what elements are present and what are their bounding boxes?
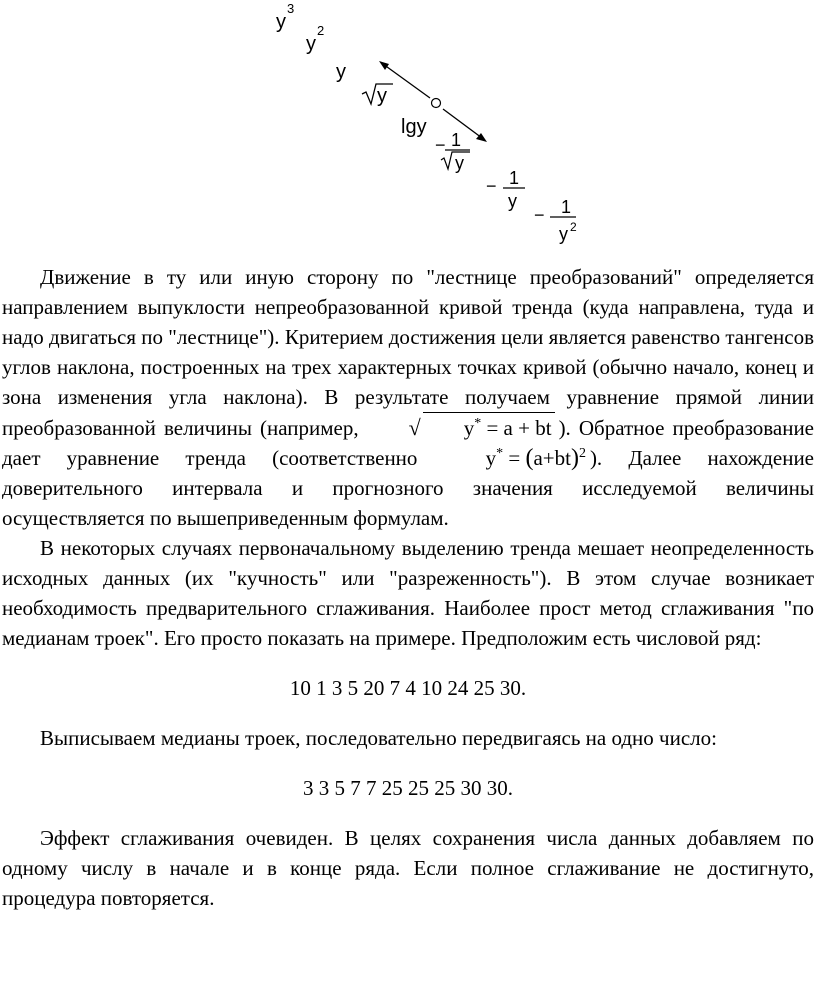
number-series-smoothed: 3 3 5 7 7 25 25 25 30 30.: [303, 776, 513, 800]
paragraph-medians: Выписываем медианы троек, последовательно передвигаясь на одно число:: [40, 726, 717, 750]
document-body: [0, 262, 816, 913]
svg-text:y: y: [455, 153, 464, 173]
formula-sqrt-trend: √ y* = a + bt: [367, 412, 559, 443]
ladder-inv-y: [486, 168, 525, 211]
ladder-sqrt-y: [362, 84, 393, 107]
svg-text:1: 1: [509, 168, 520, 188]
svg-text:1: 1: [561, 197, 572, 217]
transformation-ladder-diagram: [0, 0, 816, 250]
number-series-original: 10 1 3 5 20 7 4 10 24 25 30.: [289, 676, 527, 700]
ladder-inv-sqrt-y: [435, 130, 470, 173]
ladder-y2-base: y: [306, 33, 316, 55]
svg-text:y: y: [559, 224, 568, 244]
paragraph-1b: ). Обратное преобразование дает уравнение тренда (соответственно: [2, 416, 815, 470]
svg-text:y: y: [508, 191, 517, 211]
ladder-lgy: lgy: [401, 116, 427, 138]
paragraph-smoothing: В некоторых случаях первоначальному выделению тренда мешает неопределенность исходных данных (их "кучность" или "разреженность"). В этом случае возникает необходимость предварительного сглаживания. Наиболее прост метод сглаживания "по медианам троек". Его просто показать на примере. Предположим есть числовой ряд:: [2, 536, 814, 650]
svg-text:−: −: [435, 135, 446, 155]
paragraph-1c: ). Далее нахождение доверительного интервала и прогнозного значения исследуемой величины осуществляется по вышеприведенным формулам.: [2, 446, 814, 530]
ladder-y3-exp: 3: [287, 1, 295, 16]
ladder-y: y: [336, 61, 346, 83]
svg-text:−: −: [486, 176, 497, 196]
paragraph-ladder-direction: [0, 262, 816, 533]
svg-text:−: −: [534, 205, 545, 225]
ladder-y2-exp: 2: [317, 23, 325, 38]
ladder-origin-circle: [432, 99, 441, 108]
svg-text:1: 1: [451, 130, 462, 150]
svg-text:2: 2: [570, 220, 577, 234]
formula-squared-trend: $y^* = (a+bt)^2$: [485, 445, 586, 471]
paragraph-conclusion: Эффект сглаживания очевиден. В целях сохранения числа данных добавляем по одному числу в начале и в конце ряда. Если полное сглаживание не достигнуто, процедура повторяется.: [2, 826, 814, 910]
ladder-sqrt-y-text: y: [377, 85, 387, 107]
paragraph-1a: Движение в ту или иную сторону по "лестнице преобразований" определяется направлением выпуклости непреобразованной кривой тренда (куда направлена, туда и надо двигаться по "лестнице"). Критерием достижения цели является равенство тангенсов углов наклона, построенных на трех характерных точках кривой (обычно начало, конец и зона изменения угла наклона). В результате получаем уравнение прямой линии преобразованной величины (например,: [2, 265, 814, 440]
ladder-direction-arrows: [379, 61, 487, 142]
ladder-inv-y2: [534, 197, 577, 244]
ladder-y3-base: y: [276, 11, 286, 33]
